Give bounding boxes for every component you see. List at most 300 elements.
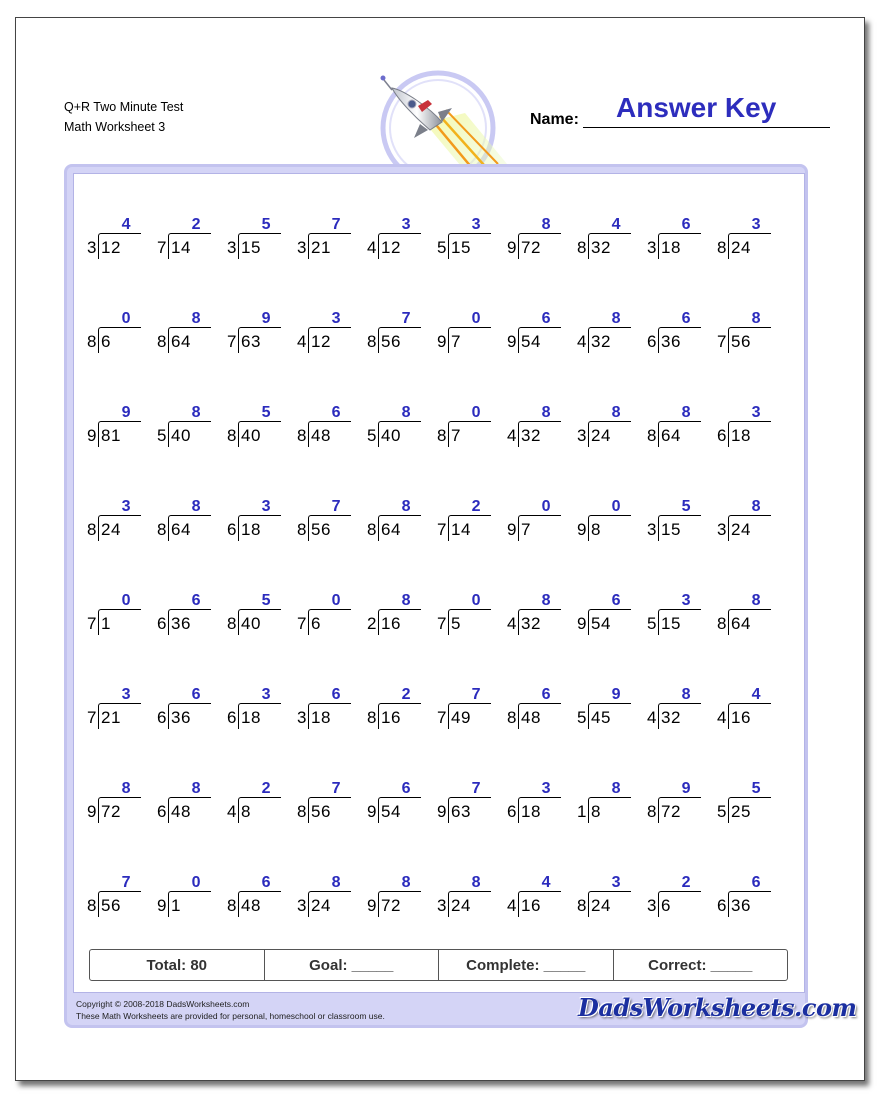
dividend: 72: [381, 896, 401, 915]
divisor: 8: [717, 238, 727, 257]
divisor: 3: [647, 896, 657, 915]
division-problem: [501, 310, 563, 356]
division-problem: [291, 874, 353, 920]
divisor: 8: [227, 614, 237, 633]
division-problem: [81, 592, 143, 638]
score-bar: [89, 949, 788, 981]
worksheet-title: Q+R Two Minute Test: [64, 100, 184, 114]
divisor: 6: [157, 802, 167, 821]
division-problem: [361, 216, 423, 262]
division-problem: [641, 592, 703, 638]
divisor: 8: [297, 520, 307, 539]
dividend: 12: [101, 238, 121, 257]
dividend: 24: [591, 896, 611, 915]
divisor: 5: [647, 614, 657, 633]
division-problem: [151, 780, 213, 826]
divisor: 8: [157, 520, 167, 539]
dividend: 24: [591, 426, 611, 445]
division-problem: [501, 780, 563, 826]
dividend: 63: [451, 802, 471, 821]
division-problem: [291, 216, 353, 262]
quotient-answer: 6: [401, 780, 411, 797]
division-problem: [711, 498, 773, 544]
divisor: 8: [647, 802, 657, 821]
quotient-answer: 5: [261, 216, 271, 233]
division-problem: [711, 404, 773, 450]
dividend: 6: [101, 332, 111, 351]
division-problem: [221, 404, 283, 450]
brand-logo: DadsWorksheets.com: [578, 993, 857, 1022]
divisor: 8: [297, 802, 307, 821]
division-problem: [431, 874, 493, 920]
division-problem: [291, 686, 353, 732]
dividend: 36: [171, 708, 191, 727]
divisor: 4: [507, 426, 517, 445]
dividend: 40: [171, 426, 191, 445]
dividend: 14: [171, 238, 191, 257]
dividend: 18: [521, 802, 541, 821]
dividend: 56: [731, 332, 751, 351]
correct-cell: Correct: _____: [648, 956, 753, 974]
division-problem: [221, 592, 283, 638]
quotient-answer: 5: [261, 404, 271, 421]
divisor: 4: [507, 896, 517, 915]
dividend: 64: [661, 426, 681, 445]
division-problem: [431, 216, 493, 262]
divisor: 8: [577, 238, 587, 257]
divisor: 5: [437, 238, 447, 257]
dividend: 6: [311, 614, 321, 633]
divisor: 8: [87, 896, 97, 915]
division-problem: [291, 310, 353, 356]
quotient-answer: 8: [541, 592, 551, 609]
division-problem: [431, 592, 493, 638]
divisor: 3: [87, 238, 97, 257]
quotient-answer: 8: [751, 310, 761, 327]
dividend: 16: [731, 708, 751, 727]
usage-notice: These Math Worksheets are provided for personal, homeschool or classroom use.: [76, 1011, 385, 1021]
dividend: 40: [241, 426, 261, 445]
divisor: 6: [507, 802, 517, 821]
division-problem: [501, 498, 563, 544]
divisor: 8: [367, 708, 377, 727]
divisor: 4: [297, 332, 307, 351]
division-problem: [501, 404, 563, 450]
division-problem: [81, 310, 143, 356]
division-problem: [361, 592, 423, 638]
divisor: 5: [367, 426, 377, 445]
quotient-answer: 3: [331, 310, 341, 327]
divisor: 9: [507, 332, 517, 351]
dividend: 18: [241, 708, 261, 727]
dividend: 45: [591, 708, 611, 727]
dividend: 18: [731, 426, 751, 445]
quotient-answer: 2: [191, 216, 201, 233]
divisor: 9: [367, 802, 377, 821]
division-problem: [641, 216, 703, 262]
division-problem: [291, 592, 353, 638]
quotient-answer: 6: [331, 404, 341, 421]
quotient-answer: 8: [611, 310, 621, 327]
division-problem: [711, 592, 773, 638]
division-problem: [431, 404, 493, 450]
dividend: 32: [661, 708, 681, 727]
worksheet-subtitle: Math Worksheet 3: [64, 120, 166, 134]
quotient-answer: 3: [121, 498, 131, 515]
division-problem: [641, 498, 703, 544]
divisor: 5: [157, 426, 167, 445]
division-problem: [221, 780, 283, 826]
divisor: 7: [437, 708, 447, 727]
divisor: 3: [577, 426, 587, 445]
problem-area: [73, 173, 805, 993]
dividend: 54: [381, 802, 401, 821]
division-problem: [641, 780, 703, 826]
division-problem: [711, 874, 773, 920]
divisor: 6: [157, 708, 167, 727]
dividend: 48: [241, 896, 261, 915]
divisor: 4: [367, 238, 377, 257]
quotient-answer: 2: [471, 498, 481, 515]
quotient-answer: 9: [261, 310, 271, 327]
divisor: 9: [157, 896, 167, 915]
division-problem: [501, 686, 563, 732]
quotient-answer: 7: [121, 874, 131, 891]
division-problem: [571, 780, 633, 826]
divisor: 8: [717, 614, 727, 633]
dividend: 24: [731, 520, 751, 539]
divisor: 9: [577, 614, 587, 633]
division-problem: [81, 780, 143, 826]
dividend: 36: [731, 896, 751, 915]
division-problem: [81, 216, 143, 262]
dividend: 36: [171, 614, 191, 633]
dividend: 25: [731, 802, 751, 821]
quotient-answer: 8: [401, 498, 411, 515]
quotient-answer: 0: [121, 592, 131, 609]
dividend: 63: [241, 332, 261, 351]
division-problem: [571, 404, 633, 450]
divisor: 9: [437, 332, 447, 351]
division-problem: [291, 780, 353, 826]
dividend: 8: [591, 520, 601, 539]
answer-key-label: Answer Key: [616, 92, 777, 123]
dividend: 12: [381, 238, 401, 257]
division-problem: [711, 310, 773, 356]
dividend: 15: [661, 520, 681, 539]
division-problem: [571, 874, 633, 920]
divisor: 3: [227, 238, 237, 257]
divisor: 6: [157, 614, 167, 633]
quotient-answer: 8: [681, 404, 691, 421]
dividend: 64: [171, 520, 191, 539]
quotient-answer: 5: [751, 780, 761, 797]
division-problem: [711, 686, 773, 732]
dividend: 64: [381, 520, 401, 539]
quotient-answer: 7: [331, 216, 341, 233]
dividend: 81: [101, 426, 121, 445]
quotient-answer: 6: [331, 686, 341, 703]
dividend: 64: [171, 332, 191, 351]
dividend: 72: [661, 802, 681, 821]
division-problem: [711, 216, 773, 262]
quotient-answer: 8: [331, 874, 341, 891]
dividend: 6: [661, 896, 671, 915]
divisor: 8: [577, 896, 587, 915]
division-problem: [641, 686, 703, 732]
dividend: 16: [381, 614, 401, 633]
quotient-answer: 8: [401, 874, 411, 891]
divisor: 6: [647, 332, 657, 351]
dividend: 12: [311, 332, 331, 351]
division-problem: [221, 498, 283, 544]
quotient-answer: 0: [471, 310, 481, 327]
divisor: 5: [577, 708, 587, 727]
quotient-answer: 6: [751, 874, 761, 891]
divisor: 7: [157, 238, 167, 257]
total-cell: Total: 80: [90, 950, 265, 980]
dividend: 1: [171, 896, 181, 915]
divisor: 9: [367, 896, 377, 915]
divisor: 9: [437, 802, 447, 821]
divisor: 5: [717, 802, 727, 821]
dividend: 48: [171, 802, 191, 821]
quotient-answer: 8: [191, 310, 201, 327]
division-problem: [571, 216, 633, 262]
dividend: 21: [311, 238, 331, 257]
dividend: 72: [101, 802, 121, 821]
divisor: 3: [647, 238, 657, 257]
divisor: 8: [507, 708, 517, 727]
quotient-answer: 2: [261, 780, 271, 797]
divisor: 4: [577, 332, 587, 351]
dividend: 15: [661, 614, 681, 633]
dividend: 32: [591, 238, 611, 257]
divisor: 3: [297, 896, 307, 915]
quotient-answer: 8: [611, 404, 621, 421]
quotient-answer: 7: [471, 780, 481, 797]
quotient-answer: 3: [401, 216, 411, 233]
quotient-answer: 7: [331, 780, 341, 797]
quotient-answer: 3: [681, 592, 691, 609]
divisor: 9: [577, 520, 587, 539]
division-problem: [571, 592, 633, 638]
divisor: 9: [87, 426, 97, 445]
division-problem: [81, 686, 143, 732]
divisor: 8: [227, 896, 237, 915]
quotient-answer: 6: [541, 686, 551, 703]
dividend: 15: [241, 238, 261, 257]
dividend: 36: [661, 332, 681, 351]
quotient-answer: 8: [611, 780, 621, 797]
division-problem: [151, 498, 213, 544]
quotient-answer: 7: [471, 686, 481, 703]
quotient-answer: 3: [121, 686, 131, 703]
quotient-answer: 5: [261, 592, 271, 609]
division-problem: [501, 216, 563, 262]
divisor: 3: [437, 896, 447, 915]
dividend: 56: [101, 896, 121, 915]
divisor: 8: [157, 332, 167, 351]
divisor: 4: [717, 708, 727, 727]
dividend: 8: [241, 802, 251, 821]
division-problem: [151, 592, 213, 638]
quotient-answer: 8: [751, 498, 761, 515]
divisor: 6: [717, 896, 727, 915]
divisor: 4: [647, 708, 657, 727]
quotient-answer: 2: [401, 686, 411, 703]
name-label: Name:: [530, 111, 579, 128]
divisor: 6: [227, 520, 237, 539]
quotient-answer: 9: [681, 780, 691, 797]
quotient-answer: 0: [541, 498, 551, 515]
quotient-answer: 9: [121, 404, 131, 421]
divisor: 8: [297, 426, 307, 445]
quotient-answer: 0: [471, 592, 481, 609]
quotient-answer: 8: [191, 780, 201, 797]
divisor: 3: [297, 708, 307, 727]
division-problem: [361, 874, 423, 920]
quotient-answer: 3: [751, 216, 761, 233]
division-problem: [151, 404, 213, 450]
division-problem: [221, 686, 283, 732]
dividend: 32: [521, 614, 541, 633]
division-problem: [361, 686, 423, 732]
quotient-answer: 6: [261, 874, 271, 891]
division-problem: [501, 592, 563, 638]
dividend: 18: [241, 520, 261, 539]
division-problem: [221, 874, 283, 920]
quotient-answer: 8: [681, 686, 691, 703]
quotient-answer: 9: [611, 686, 621, 703]
quotient-answer: 3: [611, 874, 621, 891]
dividend: 21: [101, 708, 121, 727]
dividend: 8: [591, 802, 601, 821]
quotient-answer: 6: [681, 216, 691, 233]
division-problem: [431, 780, 493, 826]
quotient-answer: 8: [541, 216, 551, 233]
division-problem: [81, 498, 143, 544]
quotient-answer: 4: [751, 686, 761, 703]
divisor: 9: [87, 802, 97, 821]
dividend: 56: [311, 520, 331, 539]
dividend: 5: [451, 614, 461, 633]
quotient-answer: 6: [681, 310, 691, 327]
division-problem: [571, 686, 633, 732]
divisor: 3: [717, 520, 727, 539]
divisor: 8: [227, 426, 237, 445]
dividend: 7: [521, 520, 531, 539]
divisor: 9: [507, 520, 517, 539]
quotient-answer: 6: [541, 310, 551, 327]
quotient-answer: 8: [401, 404, 411, 421]
division-problem: [291, 404, 353, 450]
dividend: 48: [521, 708, 541, 727]
dividend: 16: [381, 708, 401, 727]
quotient-answer: 3: [261, 686, 271, 703]
quotient-answer: 8: [541, 404, 551, 421]
quotient-answer: 8: [191, 404, 201, 421]
quotient-answer: 3: [751, 404, 761, 421]
dividend: 7: [451, 332, 461, 351]
quotient-answer: 0: [121, 310, 131, 327]
dividend: 24: [731, 238, 751, 257]
quotient-answer: 3: [261, 498, 271, 515]
dividend: 40: [241, 614, 261, 633]
quotient-answer: 3: [471, 216, 481, 233]
dividend: 14: [451, 520, 471, 539]
quotient-answer: 2: [681, 874, 691, 891]
copyright-block: [76, 998, 385, 1022]
division-problem: [221, 310, 283, 356]
quotient-answer: 3: [541, 780, 551, 797]
divisor: 8: [647, 426, 657, 445]
copyright-text: Copyright © 2008-2018 DadsWorksheets.com: [76, 999, 250, 1009]
quotient-answer: 8: [471, 874, 481, 891]
dividend: 24: [311, 896, 331, 915]
dividend: 56: [381, 332, 401, 351]
quotient-answer: 8: [401, 592, 411, 609]
dividend: 24: [101, 520, 121, 539]
divisor: 2: [367, 614, 377, 633]
divisor: 3: [297, 238, 307, 257]
dividend: 56: [311, 802, 331, 821]
quotient-answer: 7: [331, 498, 341, 515]
division-problem: [221, 216, 283, 262]
dividend: 18: [661, 238, 681, 257]
worksheet-title-block: [64, 97, 183, 137]
division-problem: [431, 686, 493, 732]
dividend: 24: [451, 896, 471, 915]
divisor: 7: [227, 332, 237, 351]
dividend: 15: [451, 238, 471, 257]
dividend: 32: [591, 332, 611, 351]
divisor: 7: [87, 708, 97, 727]
quotient-answer: 4: [541, 874, 551, 891]
divisor: 8: [367, 332, 377, 351]
quotient-answer: 4: [611, 216, 621, 233]
dividend: 64: [731, 614, 751, 633]
divisor: 4: [227, 802, 237, 821]
division-problem: [291, 498, 353, 544]
division-problem: [361, 404, 423, 450]
name-line: [583, 127, 830, 128]
division-problem: [641, 404, 703, 450]
divisor: 1: [577, 802, 587, 821]
divisor: 7: [437, 614, 447, 633]
divisor: 7: [437, 520, 447, 539]
division-problem: [641, 874, 703, 920]
divisor: 6: [717, 426, 727, 445]
divisor: 8: [87, 520, 97, 539]
quotient-answer: 7: [401, 310, 411, 327]
division-problem: [151, 686, 213, 732]
divisor: 3: [647, 520, 657, 539]
division-problem: [81, 874, 143, 920]
quotient-answer: 0: [331, 592, 341, 609]
division-problem: [571, 498, 633, 544]
divisor: 8: [437, 426, 447, 445]
dividend: 48: [311, 426, 331, 445]
division-problem: [361, 498, 423, 544]
dividend: 1: [101, 614, 111, 633]
quotient-answer: 8: [191, 498, 201, 515]
dividend: 7: [451, 426, 461, 445]
quotient-answer: 0: [191, 874, 201, 891]
division-problem: [501, 874, 563, 920]
division-problem: [641, 310, 703, 356]
dividend: 72: [521, 238, 541, 257]
